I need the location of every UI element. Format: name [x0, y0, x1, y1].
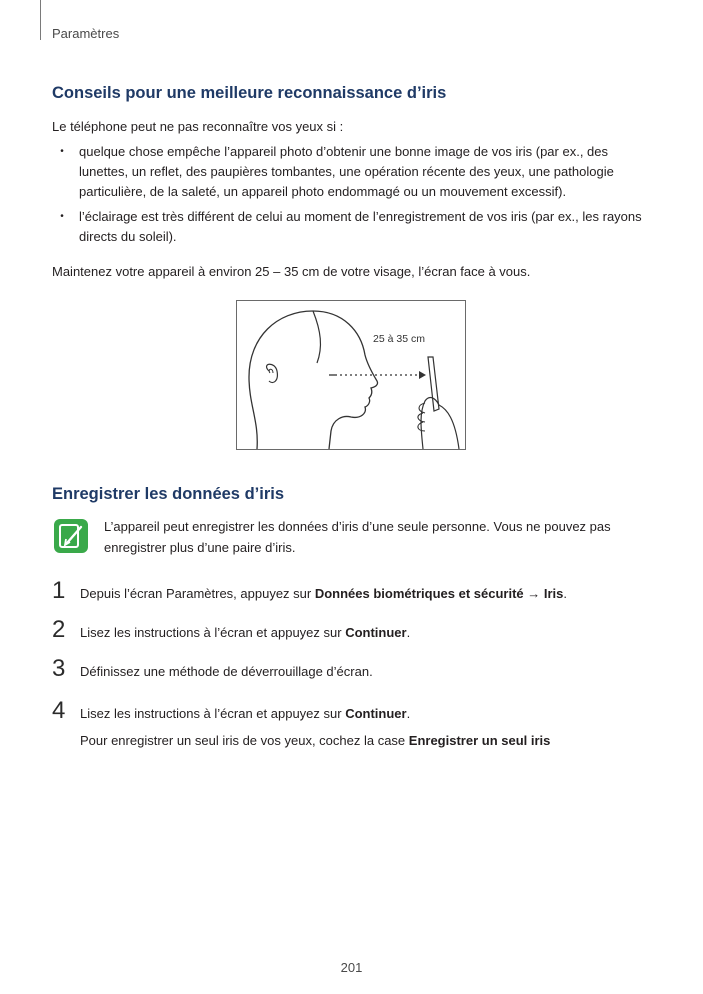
step-menu-path: Données biométriques et sécurité: [314, 586, 524, 601]
face-and-phone-icon: [237, 301, 465, 449]
tips-bullet-text: l’éclairage est très différent de celui au moment de l’enregistrement de vos iris (par ex., les rayons directs du soleil).: [79, 209, 642, 244]
step-3: [52, 655, 672, 688]
tips-bullet-text: quelque chose empêche l’appareil photo d’obtenir une bonne image de vos iris (par ex., des lunettes, un reflet, des paupières tombantes, une opération récente des yeux, une pathologie particulière, de la saleté, un appareil photo endommagé ou un mouvement excessif).: [79, 144, 614, 199]
step-number: 2: [52, 616, 66, 643]
tips-heading: Conseils pour une meilleure reconnaissance d’iris: [52, 84, 447, 102]
checkbox-name: Enregistrer un seul iris: [408, 733, 551, 748]
step-text: Lisez les instructions à l’écran et appuyez sur Continuer.: [80, 706, 411, 721]
step-4-sub-note: Pour enregistrer un seul iris de vos yeux, cochez la case Enregistrer un seul iris: [80, 733, 551, 748]
step-text: Définissez une méthode de déverrouillage d’écran.: [80, 664, 373, 679]
page-number: 201: [340, 960, 363, 975]
bullet-dot-icon: •: [60, 211, 64, 222]
note-icon: [54, 519, 88, 553]
register-heading: Enregistrer les données d’iris: [52, 485, 284, 503]
bullet-dot-icon: •: [60, 146, 64, 157]
step-number: 1: [52, 577, 66, 604]
header-rule: [40, 0, 41, 40]
tips-intro: Le téléphone peut ne pas reconnaître vos yeux si :: [52, 119, 344, 134]
step-number: 3: [52, 655, 66, 682]
step-4: [52, 697, 672, 730]
step-number: 4: [52, 697, 66, 724]
step-1: [52, 577, 672, 610]
header-section-label: Paramètres: [52, 26, 120, 41]
distance-instruction: Maintenez votre appareil à environ 25 – 35 cm de votre visage, l’écran face à vous.: [52, 264, 531, 279]
step-menu-item: Iris: [543, 586, 564, 601]
distance-label: 25 à 35 cm: [373, 333, 425, 345]
iris-distance-illustration: [236, 300, 466, 450]
step-button-name: Continuer: [345, 706, 407, 721]
note-text: L’appareil peut enregistrer les données d’iris d’une seule personne. Vous ne pouvez pas enregistrer plus d’une paire d’iris.: [104, 519, 611, 555]
step-text: Depuis l’écran Paramètres, appuyez sur Données biométriques et sécurité → Iris.: [80, 586, 567, 601]
step-2: [52, 616, 672, 649]
step-button-name: Continuer: [345, 625, 407, 640]
step-text: Lisez les instructions à l’écran et appuyez sur Continuer.: [80, 625, 411, 640]
